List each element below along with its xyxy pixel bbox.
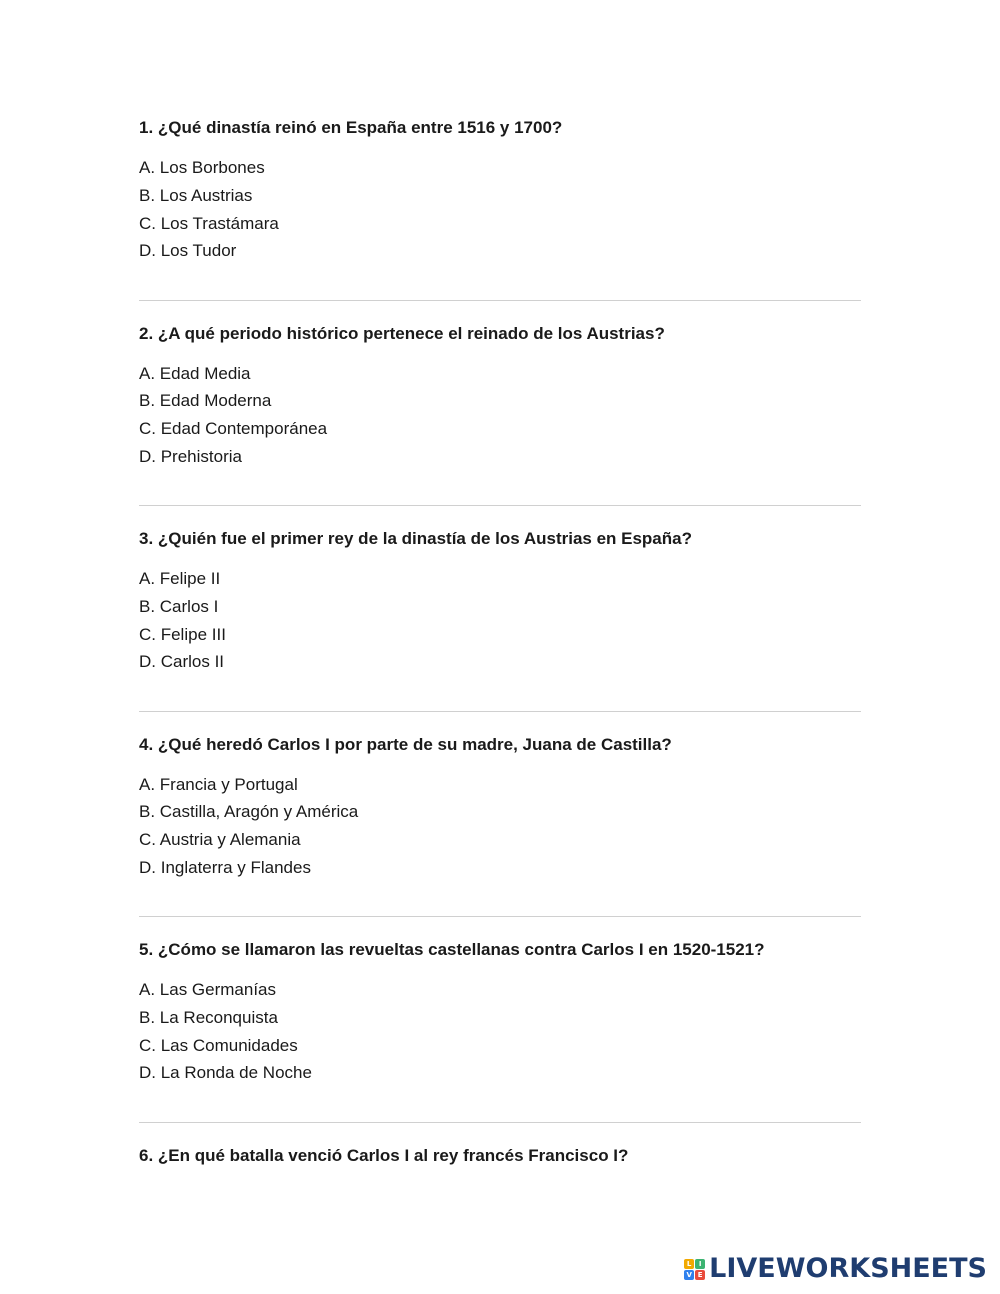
option-d[interactable]: D. Los Tudor — [139, 241, 237, 261]
option-c[interactable]: C. Los Trastámara — [139, 213, 279, 233]
question-title: 4. ¿Qué heredó Carlos I por parte de su madre, Juana de Castilla? — [139, 734, 672, 754]
option-a[interactable]: A. Edad Media — [139, 363, 251, 383]
logo-mark-letter: E — [695, 1270, 705, 1280]
options-list — [139, 565, 861, 676]
question-6 — [139, 1138, 861, 1198]
option-b[interactable]: B. La Reconquista — [139, 1007, 278, 1027]
question-title: 2. ¿A qué periodo histórico pertenece el reinado de los Austrias? — [139, 323, 665, 343]
option-d[interactable]: D. Prehistoria — [139, 446, 242, 466]
option-d[interactable]: D. Inglaterra y Flandes — [139, 857, 311, 877]
options-list — [139, 154, 861, 265]
option-c[interactable]: C. Las Comunidades — [139, 1035, 298, 1055]
option-b[interactable]: B. Castilla, Aragón y América — [139, 802, 359, 822]
logo-text: LIVEWORKSHEETS — [709, 1253, 987, 1284]
question-4 — [139, 727, 861, 933]
option-a[interactable]: A. Los Borbones — [139, 158, 265, 177]
divider — [139, 1122, 861, 1123]
options-list — [139, 360, 861, 471]
question-1 — [139, 110, 861, 316]
divider — [139, 505, 861, 506]
divider — [139, 711, 861, 712]
option-c[interactable]: C. Austria y Alemania — [139, 830, 301, 850]
option-d[interactable]: D. Carlos II — [139, 652, 225, 672]
question-2 — [139, 316, 861, 522]
logo-mark-letter: L — [684, 1259, 694, 1269]
question-5 — [139, 932, 861, 1138]
option-a[interactable]: A. Felipe II — [139, 569, 221, 588]
question-title: 1. ¿Qué dinastía reinó en España entre 1516 y 1700? — [139, 118, 563, 137]
option-c[interactable]: C. Felipe III — [139, 624, 226, 644]
options-list — [139, 976, 861, 1087]
question-title: 3. ¿Quién fue el primer rey de la dinastía de los Austrias en España? — [139, 529, 692, 548]
question-title: 5. ¿Cómo se llamaron las revueltas castellanas contra Carlos I en 1520-1521? — [139, 940, 765, 959]
divider — [139, 300, 861, 301]
liveworksheets-logo — [684, 1254, 987, 1284]
option-a[interactable]: A. Las Germanías — [139, 980, 277, 999]
question-title: 6. ¿En qué batalla venció Carlos I al rey francés Francisco I? — [139, 1145, 629, 1165]
divider — [139, 916, 861, 917]
option-b[interactable]: B. Edad Moderna — [139, 391, 272, 411]
options-list — [139, 771, 861, 882]
option-b[interactable]: B. Carlos I — [139, 596, 219, 616]
question-3 — [139, 521, 861, 727]
option-d[interactable]: D. La Ronda de Noche — [139, 1063, 312, 1083]
option-b[interactable]: B. Los Austrias — [139, 185, 253, 205]
logo-mark-icon — [684, 1259, 705, 1280]
logo-mark-letter: V — [684, 1270, 694, 1280]
worksheet — [139, 110, 861, 1198]
option-a[interactable]: A. Francia y Portugal — [139, 774, 298, 794]
option-c[interactable]: C. Edad Contemporánea — [139, 419, 328, 439]
logo-mark-letter: I — [695, 1259, 705, 1269]
